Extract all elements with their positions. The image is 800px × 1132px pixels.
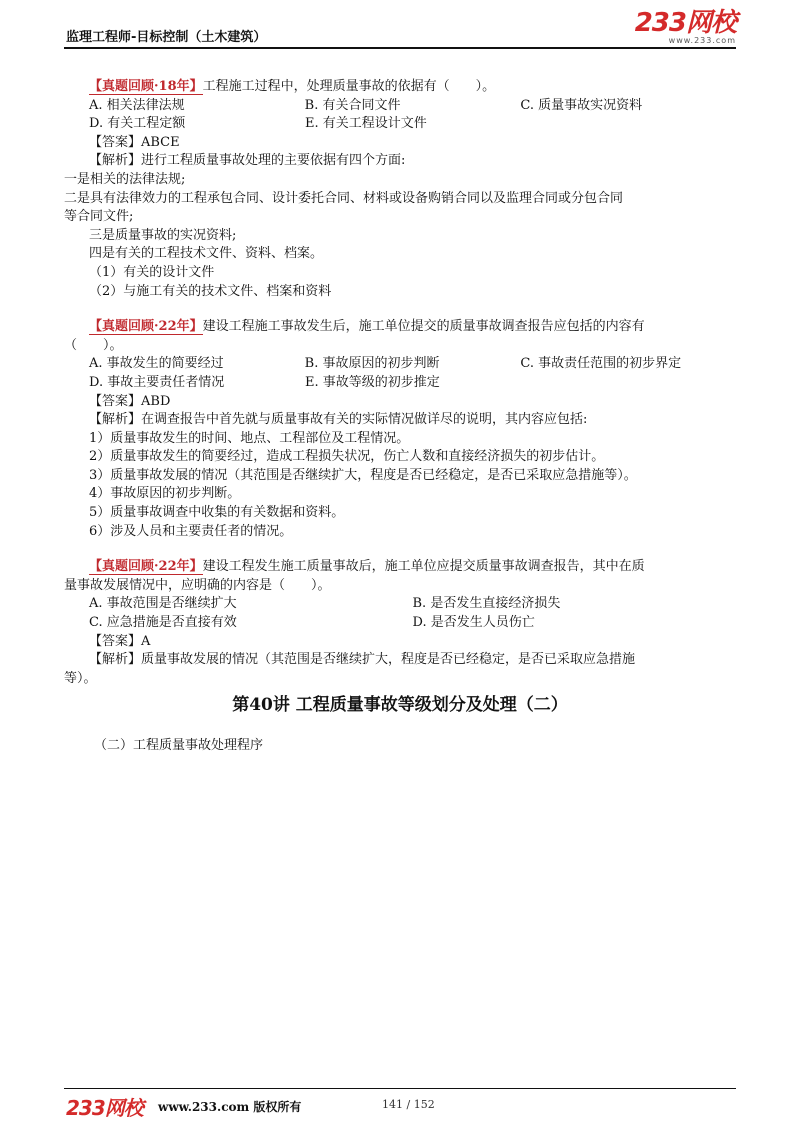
footer-copyright: www.233.com 版权所有 [158,1100,302,1114]
option-e: E. 有关工程设计文件 [305,116,427,132]
analysis-line: 【解析】在调查报告中首先就与质量事故有关的实际情况做详尽的说明，其内容应包括: [89,412,588,428]
options-row [64,355,736,374]
question-text: 建设工程施工事故发生后，施工单位提交的质量事故调查报告应包括的内容有 [202,319,645,335]
analysis-line: 5）质量事故调查中收集的有关数据和资料。 [89,505,345,521]
question-stem [64,558,736,577]
analysis-line: 四是有关的工程技术文件、资料、档案。 [89,246,324,262]
analysis-line: 等）。 [64,670,97,686]
footer-logo: 233网校 [66,1096,143,1120]
option-c: C. 应急措施是否直接有效 [89,615,237,631]
question-stem [64,318,736,337]
option-b: B. 是否发生直接经济损失 [412,596,561,612]
page-number: 141 / 152 [382,1098,435,1111]
analysis-line: 6）涉及人员和主要责任者的情况。 [89,523,293,539]
option-b: B. 事故原因的初步判断 [304,356,440,372]
analysis-line: （2）与施工有关的技术文件、档案和资料 [89,283,332,299]
question-tag: 【真题回顾·18年】 [89,79,203,94]
footer-divider [64,1088,736,1089]
question-stem [64,78,736,97]
option-d: D. 有关工程定额 [89,116,186,132]
option-d: D. 事故主要责任者情况 [89,374,225,390]
option-c: C. 事故责任范围的初步界定 [520,356,682,372]
question-text: 工程施工过程中，处理质量事故的依据有（ ）。 [202,79,496,94]
document-body [64,78,736,688]
analysis-line: 二是具有法律效力的工程承包合同、设计委托合同、材料或设备购销合同以及监理合同或分包合同 [64,190,624,206]
option-c: C. 质量事故实况资料 [520,97,643,113]
question-tag: 【真题回顾·22年】 [89,559,203,575]
options-row [64,374,736,393]
subsection-heading: （二）工程质量事故处理程序 [94,738,264,753]
answer: 【答案】A [89,633,151,649]
option-d: D. 是否发生人员伤亡 [412,615,535,631]
options-row [64,97,736,116]
question-tag: 【真题回顾·22年】 [89,319,203,335]
option-b: B. 有关合同文件 [304,97,401,113]
analysis-line: 4）事故原因的初步判断。 [89,486,241,502]
page-header [64,0,736,52]
logo-url: www.233.com [668,36,736,45]
option-a: A. 相关法律法规 [89,97,185,113]
logo-text: 233网校 [634,8,736,38]
option-a: A. 事故范围是否继续扩大 [89,596,237,612]
question-text: 建设工程发生施工质量事故后，施工单位应提交质量事故调查报告，其中在质 [202,559,645,575]
options-row [64,115,736,134]
analysis-line: 【解析】进行工程质量事故处理的主要依据有四个方面: [89,153,406,169]
page-footer [64,1088,736,1118]
analysis-line: 三是质量事故的实况资料; [89,227,237,243]
analysis-line: 一是相关的法律法规; [64,171,186,187]
header-divider [64,47,736,49]
options-row [64,595,736,614]
answer: 【答案】ABCE [89,134,180,150]
analysis-line: 【解析】质量事故发展的情况（其范围是否继续扩大，程度是否已经稳定，是否已采取应急措施 [89,652,636,668]
analysis-line: 3）质量事故发展的情况（其范围是否继续扩大，程度是否已经稳定，是否已采取应急措施等）。 [89,467,637,483]
header-title: 监理工程师-目标控制（土木建筑） [66,30,267,45]
brand-logo [635,10,736,45]
option-e: E. 事故等级的初步推定 [305,374,440,390]
analysis-line: （1）有关的设计文件 [89,264,215,280]
analysis-line: 1）质量事故发生的时间、地点、工程部位及工程情况。 [89,430,410,446]
analysis-line: 2）质量事故发生的简要经过，造成工程损失状况，伤亡人数和直接经济损失的初步估计。 [89,449,605,465]
analysis-line: 等合同文件; [64,209,134,225]
options-row [64,614,736,633]
answer: 【答案】ABD [89,393,171,409]
option-a: A. 事故发生的简要经过 [89,356,224,372]
question-text-cont: （ ）。 [64,337,123,353]
lecture-title: 第40讲 工程质量事故等级划分及处理（二） [232,695,568,715]
question-text-cont: 量事故发展情况中，应明确的内容是（ ）。 [64,577,331,593]
